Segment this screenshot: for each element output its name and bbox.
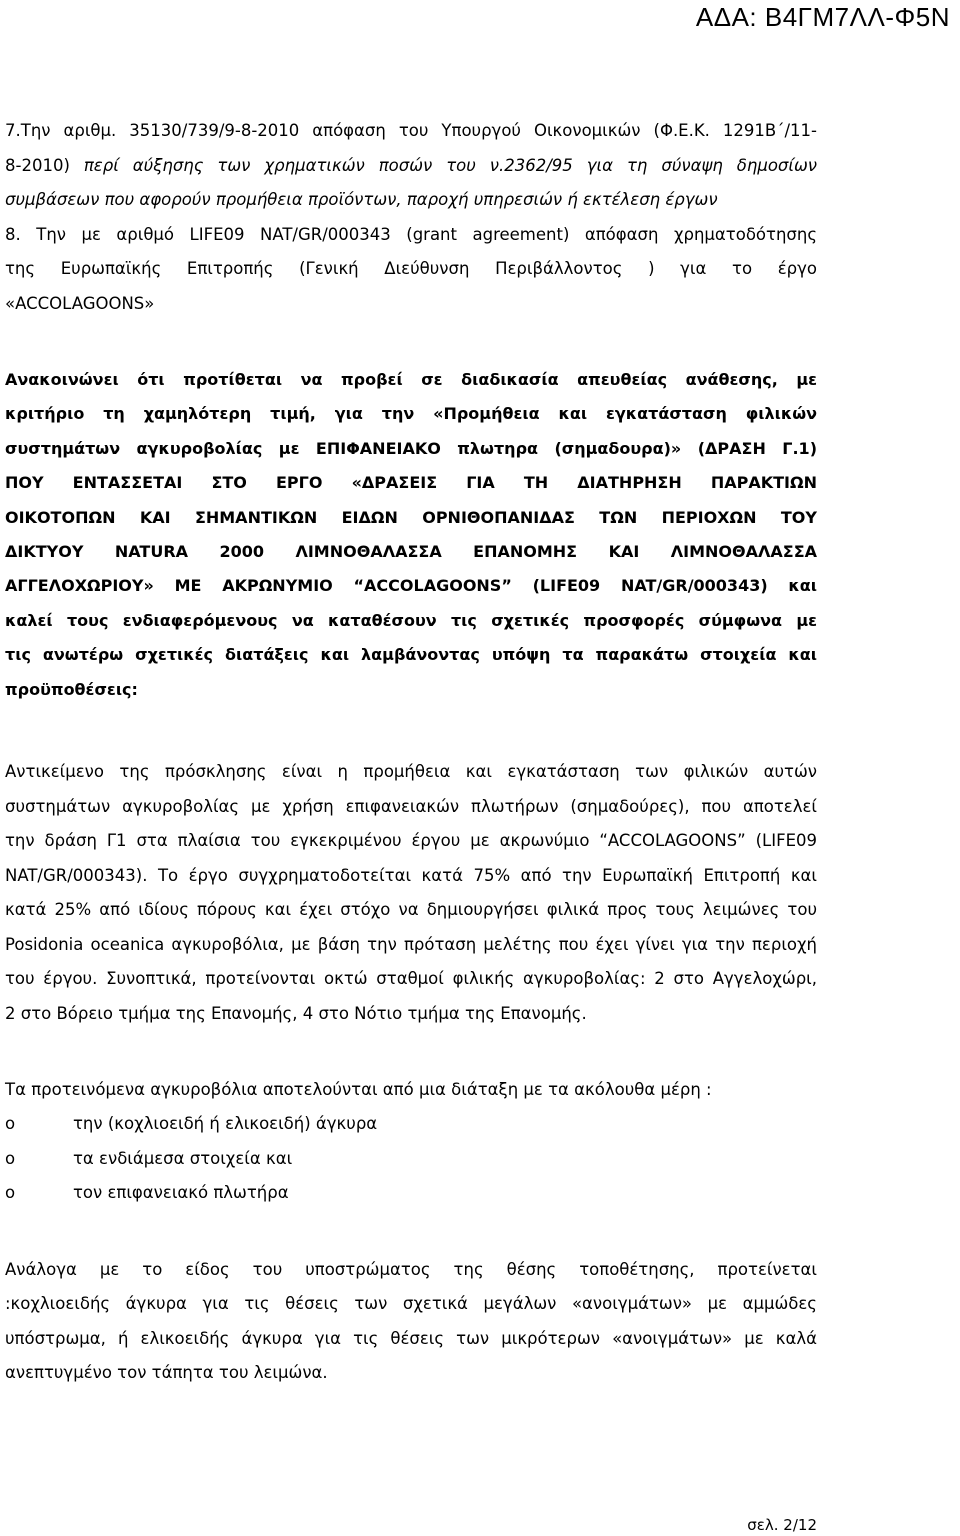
parts-list: [5, 1107, 817, 1211]
subject-section: [5, 755, 817, 1031]
subject-line: NAT/GR/000343). Το έργο συγχρηματοδοτείται κατά 75% από την Ευρωπαϊκή Επιτροπή και: [5, 865, 817, 885]
announcement-line: καλεί τους ενδιαφερόμενους να καταθέσουν τις σχετικές προσφορές σύμφωνα με: [5, 610, 817, 630]
subject-line: κατά 25% από ιδίους πόρους και έχει στόχο να δημιουργήσει φιλικά προς τους λειμώνες του: [5, 900, 817, 920]
announcement-line: συστημάτων αγκυροβολίας με ΕΠΙΦΑΝΕΙΑΚΟ πλωτηρα (σημαδουρα)» (ΔΡΑΣΗ Γ.1): [5, 438, 817, 458]
announcement-line: ΑΓΓΕΛΟΧΩΡΙΟΥ» ΜΕ ΑΚΡΩΝΥΜΙΟ “ACCOLAGOONS” (LIFE09 NAT/GR/000343) και: [5, 576, 817, 596]
intro-line-2-italic: περί αύξησης των χρηματικών ποσών του ν.2362/95 για τη σύναψη δημοσίων: [83, 155, 818, 175]
bullet-icon: o: [5, 1148, 16, 1168]
subject-line: Posidonia oceanica αγκυροβόλια, με βάση την πρόταση μελέτης που έχει γίνει για την περιοχή: [5, 934, 817, 954]
closing-line: :κοχλιοειδής άγκυρα για τις θέσεις των σχετικά μεγάλων «ανοιγμάτων» με αμμώδες: [5, 1294, 817, 1314]
bullet-icon: o: [5, 1183, 16, 1203]
parts-intro: Τα προτεινόμενα αγκυροβόλια αποτελούνται από μια διάταξη με τα ακόλουθα μέρη :: [5, 1080, 712, 1100]
intro-line-3: συμβάσεων που αφορούν προμήθεια προϊόντων, παροχή υπηρεσιών ή εκτέλεση έργων: [5, 190, 718, 209]
announcement-line: Ανακοινώνει ότι προτίθεται να προβεί σε διαδικασία απευθείας ανάθεσης, με: [5, 370, 817, 389]
subject-line: την δράση Γ1 στα πλαίσια του εγκεκριμένου έργου με ακρωνύμιο “ACCOLAGOONS” (LIFE09: [5, 831, 817, 851]
intro-line-2: [5, 149, 817, 184]
closing-section: [5, 1253, 817, 1391]
list-item-text: την (κοχλιοειδή ή ελικοειδή) άγκυρα: [73, 1114, 378, 1134]
list-item-text: τα ενδιάμεσα στοιχεία και: [73, 1148, 293, 1168]
intro-line-4: 8. Την με αριθμό LIFE09 NAT/GR/000343 (grant agreement) απόφαση χρηματοδότησης: [5, 224, 817, 244]
subject-line: 2 στο Βόρειο τμήμα της Επανομής, 4 στο Νότιο τμήμα της Επανομής.: [5, 1003, 587, 1023]
intro-line-1: 7.Την αριθμ. 35130/739/9-8-2010 απόφαση του Υπουργού Οικονομικών (Φ.Ε.Κ. 1291Β΄/11-: [5, 121, 817, 140]
list-item-text: τον επιφανειακό πλωτήρα: [73, 1183, 289, 1203]
ada-code: ΑΔΑ: Β4ΓΜ7ΛΛ-Φ5Ν: [695, 2, 950, 32]
list-item: [5, 1142, 817, 1177]
closing-line: υπόστρωμα, ή ελικοειδής άγκυρα για τις θέσεις των μικρότερων «ανοιγμάτων» με καλά: [5, 1328, 817, 1348]
list-item: [5, 1107, 817, 1142]
announcement-line: ΠΟΥ ΕΝΤΑΣΣΕΤΑΙ ΣΤΟ ΕΡΓΟ «ΔΡΑΣΕΙΣ ΓΙΑ ΤΗ ΔΙΑΤΗΡΗΣΗ ΠΑΡΑΚΤΙΩΝ: [5, 473, 817, 493]
announcement-line: ΔΙΚΤΥΟΥ NATURA 2000 ΛΙΜΝΟΘΑΛΑΣΣΑ ΕΠΑΝΟΜΗΣ ΚΑΙ ΛΙΜΝΟΘΑΛΑΣΣΑ: [5, 542, 817, 562]
intro-line-5: της Ευρωπαϊκής Επιτροπής (Γενική Διεύθυνση Περιβάλλοντος ) για το έργο: [5, 259, 817, 278]
intro-line-6: «ACCOLAGOONS»: [5, 293, 155, 313]
intro-section: [5, 114, 817, 321]
subject-line: συστημάτων αγκυροβολίας με χρήση επιφανειακών πλωτήρων (σημαδούρες), που αποτελεί: [5, 796, 817, 816]
document-body: [5, 114, 817, 1391]
announcement-line: προϋποθέσεις:: [5, 679, 138, 699]
announcement-line: τις ανωτέρω σχετικές διατάξεις και λαμβάνοντας υπόψη τα παρακάτω στοιχεία και: [5, 645, 817, 665]
subject-line: του έργου. Συνοπτικά, προτείνονται οκτώ σταθμοί φιλικής αγκυροβολίας: 2 στο Αγγελοχώρι,: [5, 969, 817, 989]
bullet-icon: o: [5, 1114, 16, 1134]
announcement-line: ΟΙΚΟΤΟΠΩΝ ΚΑΙ ΣΗΜΑΝΤΙΚΩΝ ΕΙΔΩΝ ΟΡΝΙΘΟΠΑΝΙΔΑΣ ΤΩΝ ΠΕΡΙΟΧΩΝ ΤΟΥ: [5, 507, 817, 527]
subject-line: Αντικείμενο της πρόσκλησης είναι η προμήθεια και εγκατάσταση των φιλικών αυτών: [5, 762, 817, 782]
announcement-section: [5, 363, 817, 707]
closing-line: Ανάλογα με το είδος του υποστρώματος της θέσης τοποθέτησης, προτείνεται: [5, 1259, 817, 1279]
list-item: [5, 1176, 817, 1211]
announcement-line: κριτήριο τη χαμηλότερη τιμή, για την «Προμήθεια και εγκατάσταση φιλικών: [5, 404, 817, 424]
intro-line-2-plain: 8-2010): [5, 155, 84, 175]
page-number: σελ. 2/12: [747, 1516, 817, 1534]
closing-line: ανεπτυγμένο τον τάπητα του λειμώνα.: [5, 1363, 328, 1383]
